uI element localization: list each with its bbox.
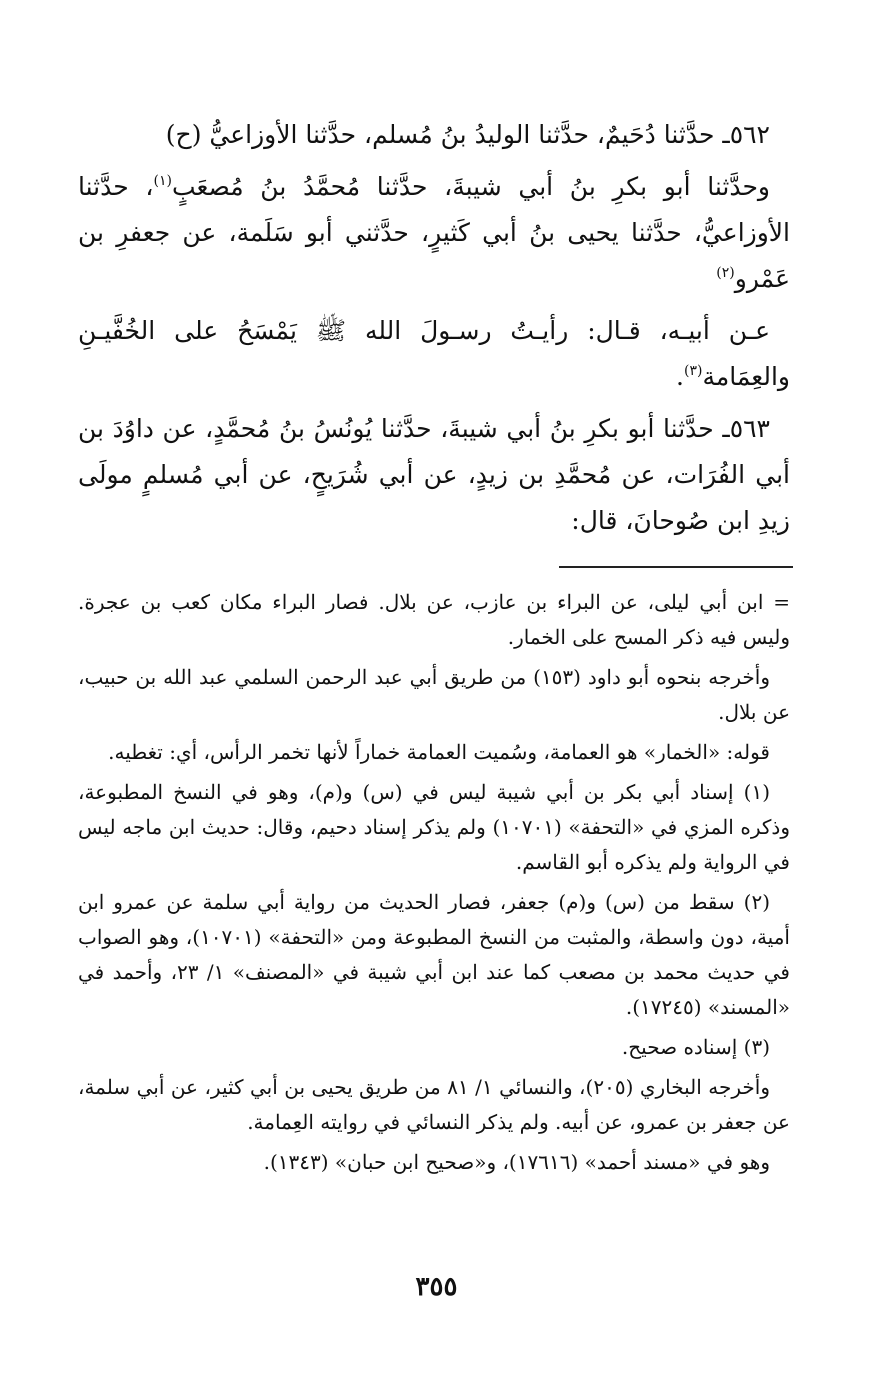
page-number: ٣٥٥ [415, 1272, 458, 1302]
footnote-continuation: = ابن أبي ليلى، عن البراء بن عازب، عن بلال. فصار البراء مكان كعب بن عجرة. وليس فيه ذكر المسح على الخمار. [78, 590, 790, 649]
footnote-khimar: قوله: «الخمار» هو العمامة، وسُميت العمامة خماراً لأنها تخمر الرأس، أي: تغطيه. [108, 740, 770, 764]
footnote-abudawud: وأخرجه بنحوه أبو داود (١٥٣) من طريق أبي عبد الرحمن السلمي عبد الله بن حبيب، عن بلال. [78, 665, 790, 724]
footnote-3-bukhari: وأخرجه البخاري (٢٠٥)، والنسائي ١/ ٨١ من طريق يحيى بن أبي كثير، عن أبي سلمة، عن جعفر بن عمرو، عن أبيه. ولم يذكر النسائي في روايته العِمامة. [78, 1075, 790, 1134]
hadith-text [78, 112, 790, 550]
hadith-562-second-chain [78, 164, 790, 302]
hadith-563-chain [78, 406, 790, 544]
chain-text: وحدَّثنا أبو بكرِ بنُ أبي شيبةَ، حدَّثنا مُحمَّدُ بنُ مُصعَبٍ [171, 172, 771, 201]
footnote-1: (١) إسناد أبي بكر بن أبي شيبة ليس في (س) و(م)، وهو في النسخ المطبوعة، وذكره المزي في «التحفة» (١٠٧٠١) ولم يذكر إسناد دحيم، وقال: حديث ابن ماجه ليس في الرواية ولم يذكره أبو القاسم. [78, 780, 791, 874]
hadith-562-chain [78, 112, 790, 158]
hadith-562-matn [78, 308, 790, 400]
footnote-3: (٣) إسناده صحيح. [621, 1035, 770, 1059]
hadith-562-line1: ٥٦٢ـ حدَّثنا دُحَيمٌ، حدَّثنا الوليدُ بنُ مُسلم، حدَّثنا الأوزاعيُّ (ح) [165, 120, 770, 149]
footnote-3-ahmad: وهو في «مسند أحمد» (١٧٦١٦)، و«صحيح ابن حبان» (١٣٤٣). [263, 1150, 770, 1174]
footnotes [78, 585, 790, 1185]
footnote-ref-1: (١) [153, 173, 172, 189]
chain-text-cont: ، حدَّثنا الأوزاعيُّ، حدَّثنا يحيى بنُ أبي كَثيرٍ، حدَّثني أبو سَلَمة، عن جعفرِ بن عَمْرو [78, 172, 790, 293]
matn-period: . [676, 362, 684, 391]
footnote-divider [559, 566, 793, 568]
matn-text: عـن أبيـه، قـال: رأيـتُ رسـولَ الله ﷺ يَمْسَحُ على الخُفَّيـنِ والعِمَامة [78, 316, 790, 391]
footnote-ref-2: (٢) [716, 265, 735, 281]
hadith-563-text: ٥٦٣ـ حدَّثنا أبو بكرِ بنُ أبي شيبةَ، حدَّثنا يُونُسُ بنُ مُحمَّدٍ، عن داوُدَ بن أبي الفُرَات، عن مُحمَّدِ بن زيدٍ، عن أبي شُرَيحٍ، عن أبي مُسلمٍ مولَى زيدِ ابن صُوحانَ، قال: [78, 414, 790, 535]
footnote-ref-3: (٣) [683, 363, 703, 379]
footnote-2: (٢) سقط من (س) و(م) جعفر، فصار الحديث من رواية أبي سلمة عن عمرو ابن أمية، دون واسطة، والمثبت من النسخ المطبوعة ومن «التحفة» (١٠٧٠١)، وهو الصواب في حديث محمد بن مصعب كما عند ابن أبي شيبة في «المصنف» ١/ ٢٣، وأحمد في «المسند» (١٧٢٤٥). [78, 890, 790, 1019]
